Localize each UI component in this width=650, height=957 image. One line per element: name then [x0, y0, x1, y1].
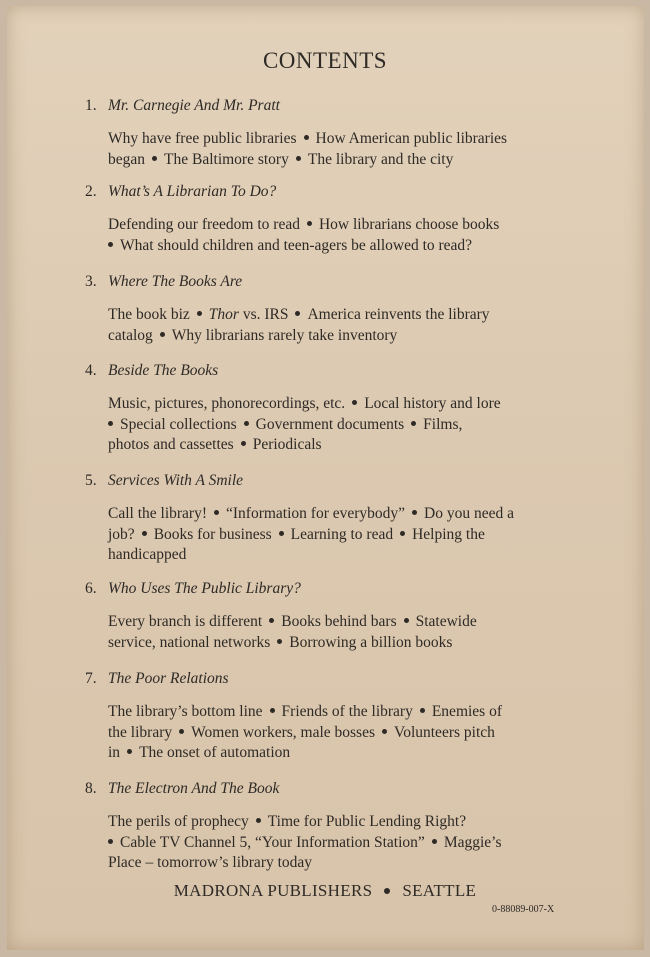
topic-text: Periodicals: [252, 436, 322, 453]
chapter-number: 1.: [85, 97, 97, 114]
topic-line: [108, 305, 568, 326]
topic-line: [108, 545, 568, 566]
bullet-icon: [279, 531, 284, 536]
bullet-icon: [382, 729, 387, 734]
topic-line: [108, 833, 568, 854]
topic-text: handicapped: [108, 546, 187, 563]
topic-text: “Information for everybody”: [226, 505, 406, 522]
topic-line: [108, 129, 568, 150]
chapter-number: 2.: [85, 183, 97, 200]
topic-text: Friends of the library: [281, 703, 413, 720]
topic-line: [108, 853, 568, 874]
bullet-icon: [152, 156, 157, 161]
bullet-icon: [400, 531, 405, 536]
topic-text: The library’s bottom line: [108, 703, 263, 720]
topic-text: Why librarians rarely take inventory: [171, 326, 398, 344]
chapter-topics: [108, 394, 568, 456]
topic-text: Books for business: [153, 525, 272, 543]
chapter-title: What’s A Librarian To Do?: [108, 183, 277, 200]
bullet-icon: [270, 708, 275, 713]
topic-text: Enemies of: [431, 703, 503, 720]
topic-line: [108, 236, 568, 257]
topic-text: Special collections: [120, 415, 237, 433]
contents-heading: CONTENTS: [262, 48, 388, 73]
topic-line: [108, 435, 568, 456]
bullet-icon: [241, 441, 246, 446]
chapter-title: Who Uses The Public Library?: [108, 580, 301, 597]
chapter-topics: [108, 129, 568, 170]
bullet-icon: [108, 242, 113, 247]
isbn-number: 0-88089-007-X: [492, 904, 555, 915]
bullet-icon: [432, 839, 437, 844]
chapter-topics: [108, 504, 568, 566]
bullet-icon: [295, 311, 300, 316]
topic-text: Statewide: [415, 613, 477, 630]
topic-text: job?: [108, 525, 135, 543]
topic-text: Music, pictures, phonorecordings, etc.: [108, 395, 346, 412]
chapter-title: Mr. Carnegie And Mr. Pratt: [108, 97, 280, 114]
bullet-icon: [304, 135, 309, 140]
bullet-icon: [214, 510, 219, 515]
topic-text: Every branch is different: [108, 613, 263, 630]
topic-text: the library: [108, 723, 173, 741]
bullet-icon: [384, 888, 390, 894]
topic-text: Place – tomorrow’s library today: [108, 854, 313, 871]
publisher-line: [0, 881, 650, 901]
bullet-icon: [108, 839, 113, 844]
topic-line: [108, 633, 568, 654]
chapter-number: 7.: [85, 670, 97, 687]
topic-text: Women workers, male bosses: [191, 723, 375, 741]
topic-text: Films,: [423, 415, 463, 433]
chapter-number: 5.: [85, 472, 97, 489]
chapter-number: 6.: [85, 580, 97, 597]
bullet-icon: [296, 156, 301, 161]
bullet-icon: [352, 400, 357, 405]
topic-text: Defending our freedom to read: [108, 216, 300, 233]
topic-text: Government documents: [255, 415, 405, 433]
chapter-number: 4.: [85, 362, 97, 379]
topic-text: How librarians choose books: [318, 216, 500, 233]
topic-text: The Baltimore story: [164, 150, 289, 168]
bullet-icon: [256, 818, 261, 823]
topic-text: Maggie’s: [443, 833, 502, 851]
topic-line: [108, 150, 568, 171]
topic-line: [108, 215, 568, 236]
chapter-title: The Electron And The Book: [108, 780, 280, 797]
bullet-icon: [142, 531, 147, 536]
topic-text: in: [108, 744, 121, 761]
chapter-topics: [108, 215, 568, 256]
chapter-topics: [108, 702, 568, 764]
chapter-topics: [108, 305, 568, 346]
topic-line: [108, 415, 568, 436]
chapter-topics: [108, 612, 568, 653]
topic-text: Why have free public libraries: [108, 130, 297, 147]
topic-text: The library and the city: [307, 150, 454, 168]
topic-line: [108, 525, 568, 546]
topic-text: Books behind bars: [281, 613, 397, 630]
topic-text: America reinvents the library: [307, 306, 490, 323]
topic-line: [108, 504, 568, 525]
bullet-icon: [269, 618, 274, 623]
topic-line: [108, 612, 568, 633]
bullet-icon: [197, 311, 202, 316]
topic-line: [108, 743, 568, 764]
topic-text: Helping the: [412, 525, 485, 543]
topic-line: [108, 326, 568, 347]
bullet-icon: [127, 749, 132, 754]
topic-text: Cable TV Channel 5, “Your Information Station”: [120, 833, 425, 851]
topic-text: How American public libraries: [315, 130, 508, 147]
topic-line: [108, 702, 568, 723]
topic-text: Local history and lore: [364, 395, 501, 412]
chapter-title: The Poor Relations: [108, 670, 229, 687]
bullet-icon: [412, 510, 417, 515]
bullet-icon: [244, 421, 249, 426]
topic-line: [108, 394, 568, 415]
topic-text: Do you need a: [424, 505, 515, 522]
chapter-topics: [108, 812, 568, 874]
topic-text: Learning to read: [290, 525, 394, 543]
bullet-icon: [404, 618, 409, 623]
topic-text: Time for Public Lending Right?: [267, 813, 467, 830]
publisher-city: SEATTLE: [402, 881, 477, 900]
topic-text: Volunteers pitch: [394, 723, 495, 741]
chapter-title: Beside The Books: [108, 362, 219, 379]
topic-line: [108, 723, 568, 744]
topic-text: The perils of prophecy: [108, 813, 249, 830]
topic-text: The onset of automation: [139, 744, 291, 761]
topic-text: Thor vs. IRS: [208, 306, 289, 323]
topic-text: Call the library!: [108, 505, 207, 522]
topic-text: service, national networks: [108, 633, 271, 651]
topic-text: What should children and teen-agers be allowed to read?: [120, 236, 473, 254]
bullet-icon: [160, 332, 165, 337]
topic-text: Borrowing a billion books: [289, 633, 453, 651]
bullet-icon: [411, 421, 416, 426]
chapter-number: 3.: [85, 273, 97, 290]
chapter-title: Where The Books Are: [108, 273, 243, 290]
topic-text: photos and cassettes: [108, 436, 234, 453]
bullet-icon: [277, 639, 282, 644]
topic-text: began: [108, 150, 146, 168]
bullet-icon: [179, 729, 184, 734]
bullet-icon: [108, 421, 113, 426]
bullet-icon: [307, 221, 312, 226]
topic-text: The book biz: [108, 306, 190, 323]
chapter-number: 8.: [85, 780, 97, 797]
publisher-name: MADRONA PUBLISHERS: [173, 881, 373, 900]
chapter-title: Services With A Smile: [108, 472, 244, 489]
topic-line: [108, 812, 568, 833]
bullet-icon: [420, 708, 425, 713]
topic-text: catalog: [108, 326, 153, 344]
